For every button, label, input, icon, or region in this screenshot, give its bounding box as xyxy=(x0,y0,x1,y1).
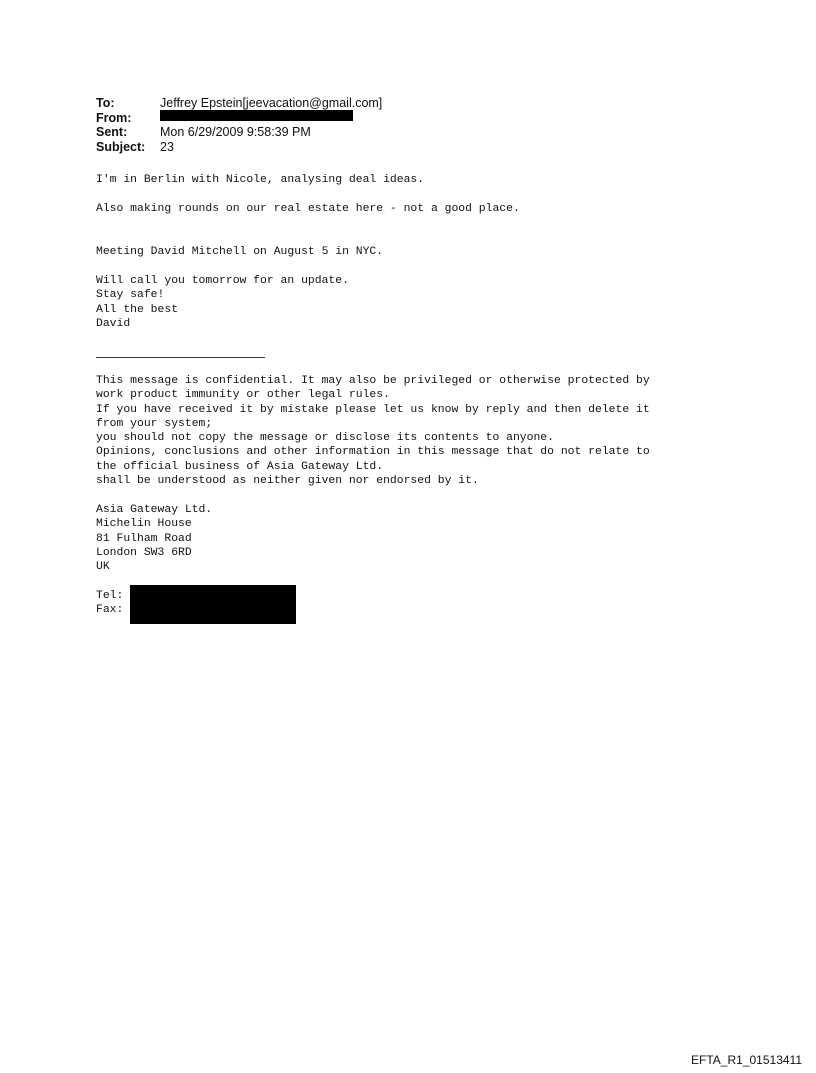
from-redaction xyxy=(160,110,353,121)
signature-divider xyxy=(96,357,265,358)
sent-value: Mon 6/29/2009 9:58:39 PM xyxy=(160,125,311,139)
subject-row xyxy=(96,140,382,155)
from-row xyxy=(96,111,382,126)
to-value: Jeffrey Epstein[jeevacation@gmail.com] xyxy=(160,96,383,110)
fax-label: Fax: xyxy=(96,604,124,616)
confidentiality-disclaimer: This message is confidential. It may also be privileged or otherwise protected by work product immunity or other legal rules. If you have received it by mistake please let us know by reply and then delete it from your system; you should not copy the message or disclose its contents to anyone. Opinions, conclusions and other information in this message that do not relate to the official business of Asia Gateway Ltd. shall be understood as neither given nor endorsed by it. xyxy=(96,375,650,488)
email-header xyxy=(96,96,382,154)
phone-redaction xyxy=(130,585,296,624)
body-closing: Will call you tomorrow for an update. Stay safe! All the best David xyxy=(96,275,349,330)
to-label: To: xyxy=(96,96,115,110)
sent-label: Sent: xyxy=(96,125,128,139)
company-address: Asia Gateway Ltd. Michelin House 81 Fulham Road London SW3 6RD UK xyxy=(96,504,213,574)
document-id: EFTA_R1_01513411 xyxy=(691,1053,802,1067)
body-line-meeting: Meeting David Mitchell on August 5 in NYC. xyxy=(96,246,384,258)
from-label: From: xyxy=(96,110,132,125)
sent-row xyxy=(96,125,382,140)
body-line-berlin: I'm in Berlin with Nicole, analysing deal ideas. xyxy=(96,174,425,186)
body-line-real-estate: Also making rounds on our real estate here - not a good place. xyxy=(96,203,520,215)
subject-value: 23 xyxy=(160,139,174,154)
subject-label: Subject: xyxy=(96,139,146,154)
tel-label: Tel: xyxy=(96,590,124,602)
to-row xyxy=(96,96,382,111)
